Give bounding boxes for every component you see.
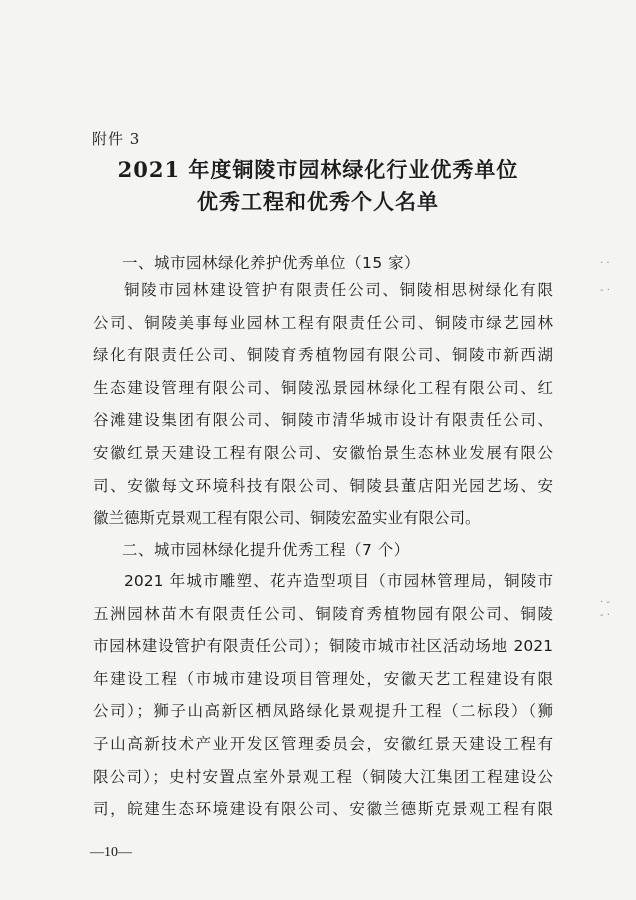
paragraph-line: 限公司）；史村安置点室外景观工程（铜陵大江集团工程建设公 [93, 767, 553, 786]
document-title-line-1: 2021 年度铜陵市园林绿化行业优秀单位 [117, 157, 519, 182]
paragraph-line: 公司）；狮子山高新区栖凤路绿化景观提升工程（二标段）（狮 [93, 702, 553, 721]
scan-margin-mark: · - [600, 597, 610, 608]
paragraph-line: 铜陵市园林建设管护有限责任公司、铜陵相思树绿化有限 [124, 281, 553, 299]
paragraph-line: 五洲园林苗木有限责任公司、铜陵育秀植物园有限公司、铜陵 [93, 604, 553, 623]
section-1-heading: 一、城市园林绿化养护优秀单位（15 家） [122, 254, 421, 272]
paragraph-line: 生态建设管理有限公司、铜陵泓景园林绿化工程有限公司、红 [93, 378, 553, 397]
attachment-label: 附件 3 [92, 130, 141, 148]
paragraph-line: 徽兰德斯克景观工程有限公司、铜陵宏盈实业有限公司。 [93, 509, 481, 528]
paragraph-line: 安徽红景天建设工程有限公司、安徽怡景生态林业发展有限公 [93, 443, 553, 462]
paragraph-line: 司、安徽每文环境科技有限公司、铜陵县董店阳光园艺场、安 [93, 476, 553, 495]
section-2-heading: 二、城市园林绿化提升优秀工程（7 个） [122, 541, 410, 559]
paragraph-line: 市园林建设管护有限责任公司）；铜陵市城市社区活动场地 2021 [93, 637, 553, 656]
scan-margin-mark: - · [600, 285, 610, 296]
scan-margin-mark: · · [600, 258, 610, 269]
section-2-paragraph [93, 565, 553, 826]
paragraph-line: 2021 年城市雕塑、花卉造型项目（市园林管理局，铜陵市 [124, 572, 553, 590]
paragraph-line: 谷滩建设集团有限公司、铜陵市清华城市设计有限责任公司、 [93, 411, 553, 430]
paragraph-line: 年建设工程（市城市建设项目管理处，安徽天艺工程建设有限 [93, 669, 553, 688]
page-number: —10— [90, 845, 132, 860]
scan-margin-mark: - · [600, 610, 610, 621]
section-1-paragraph [93, 274, 553, 535]
paragraph-line: 司，皖建生态环境建设有限公司、安徽兰德斯克景观工程有限 [93, 800, 553, 819]
paragraph-line: 子山高新技术产业开发区管理委员会，安徽红景天建设工程有 [93, 734, 553, 753]
paragraph-line: 公司、铜陵美事每业园林工程有限责任公司、铜陵市绿艺园林 [93, 313, 553, 332]
document-title-line-2: 优秀工程和优秀个人名单 [197, 189, 439, 214]
paragraph-line: 绿化有限责任公司、铜陵育秀植物园有限公司、铜陵市新西湖 [93, 346, 553, 365]
